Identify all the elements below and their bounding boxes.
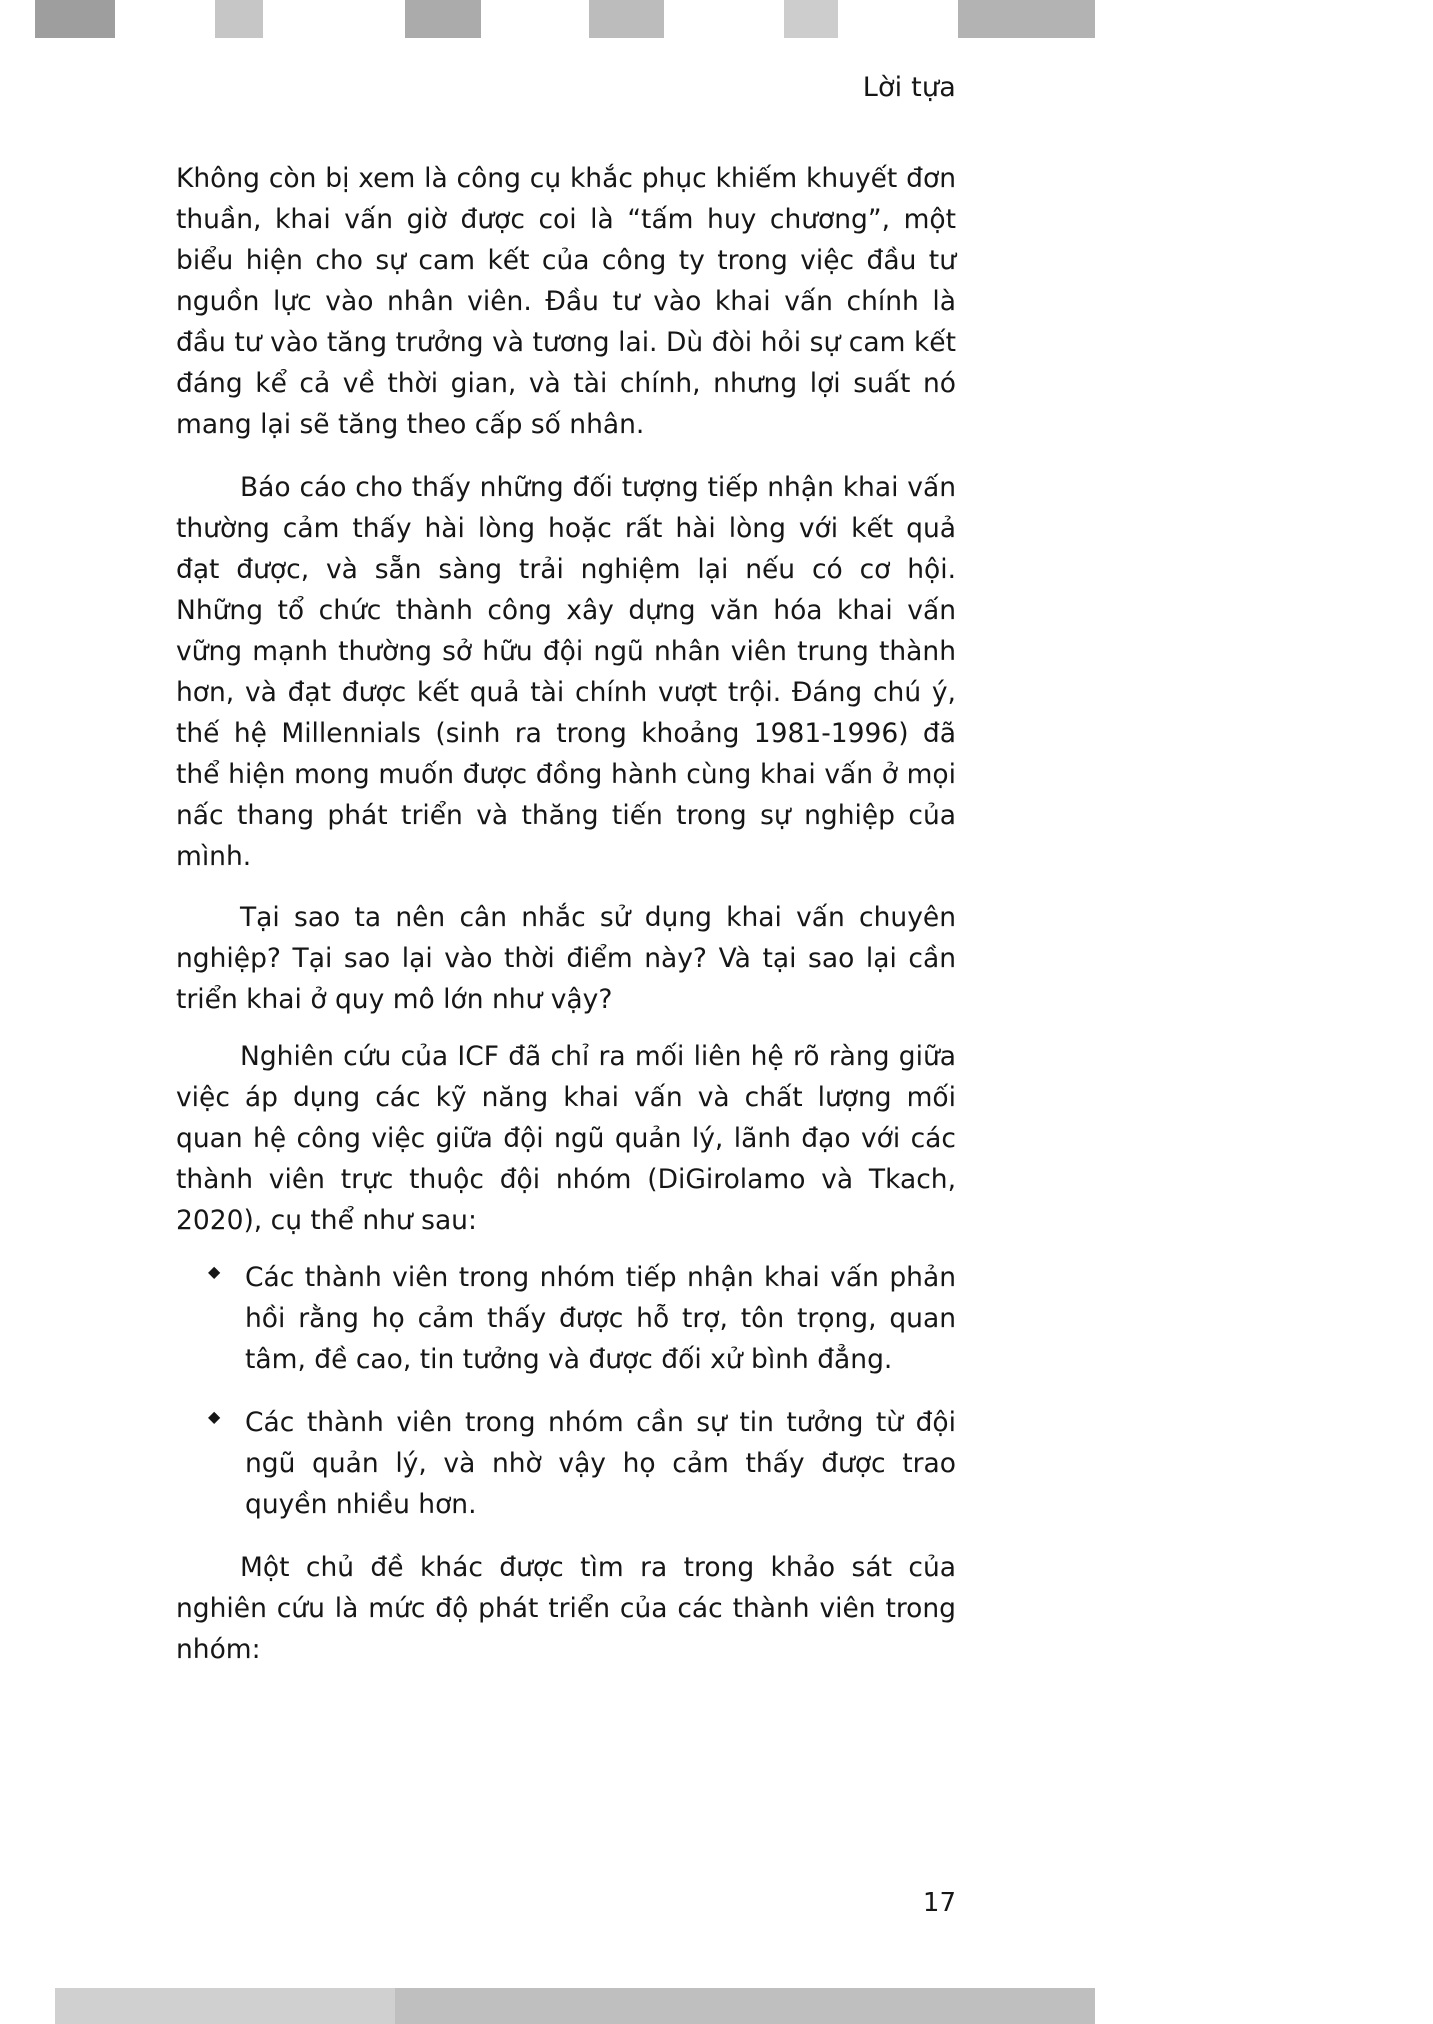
- scan-artifact: [958, 0, 1095, 38]
- scan-artifact: [35, 0, 115, 38]
- paragraph: Một chủ đề khác được tìm ra trong khảo sát của nghiên cứu là mức độ phát triển của các thành viên trong nhóm:: [176, 1552, 956, 1665]
- page-number: 17: [922, 1888, 956, 1918]
- page-body: [176, 158, 956, 1690]
- running-header: Lời tựa: [862, 72, 956, 103]
- scan-artifact: [784, 0, 838, 38]
- paragraph: Báo cáo cho thấy những đối tượng tiếp nhận khai vấn thường cảm thấy hài lòng hoặc rất hài lòng với kết quả đạt được, và sẵn sàng trải nghiệm lại nếu có cơ hội. Những tổ chức thành công xây dựng văn hóa khai vấn vững mạnh thường sở hữu đội ngũ nhân viên trung thành hơn, và đạt được kết quả tài chính vượt trội. Đáng chú ý, thế hệ Millennials (sinh ra trong khoảng 1981-1996) đã thể hiện mong muốn được đồng hành cùng khai vấn ở mọi nấc thang phát triển và thăng tiến trong sự nghiệp của mình.: [176, 472, 956, 872]
- scan-artifact: [55, 1988, 395, 2024]
- bullet-item: [176, 1257, 956, 1380]
- bullet-text: Các thành viên trong nhóm cần sự tin tưởng từ đội ngũ quản lý, và nhờ vậy họ cảm thấy được trao quyền nhiều hơn.: [245, 1407, 956, 1520]
- scan-artifact: [405, 0, 481, 38]
- paragraph: Tại sao ta nên cân nhắc sử dụng khai vấn chuyên nghiệp? Tại sao lại vào thời điểm này? Và tại sao lại cần triển khai ở quy mô lớn như vậy?: [176, 902, 956, 1015]
- scan-artifact: [589, 0, 664, 38]
- diamond-bullet-icon: ◆: [208, 1262, 221, 1281]
- scan-artifact: [395, 1988, 1095, 2024]
- bullet-item: [176, 1402, 956, 1525]
- scan-artifact: [215, 0, 263, 38]
- paragraph: Không còn bị xem là công cụ khắc phục khiếm khuyết đơn thuần, khai vấn giờ được coi là “tấm huy chương”, một biểu hiện cho sự cam kết của công ty trong việc đầu tư nguồn lực vào nhân viên. Đầu tư vào khai vấn chính là đầu tư vào tăng trưởng và tương lai. Dù đòi hỏi sự cam kết đáng kể cả về thời gian, và tài chính, nhưng lợi suất nó mang lại sẽ tăng theo cấp số nhân.: [176, 163, 956, 440]
- diamond-bullet-icon: ◆: [208, 1407, 221, 1426]
- paragraph: Nghiên cứu của ICF đã chỉ ra mối liên hệ rõ ràng giữa việc áp dụng các kỹ năng khai vấn và chất lượng mối quan hệ công việc giữa đội ngũ quản lý, lãnh đạo với các thành viên trực thuộc đội nhóm (DiGirolamo và Tkach, 2020), cụ thể như sau:: [176, 1041, 956, 1236]
- bullet-text: Các thành viên trong nhóm tiếp nhận khai vấn phản hồi rằng họ cảm thấy được hỗ trợ, tôn trọng, quan tâm, đề cao, tin tưởng và được đối xử bình đẳng.: [245, 1262, 956, 1375]
